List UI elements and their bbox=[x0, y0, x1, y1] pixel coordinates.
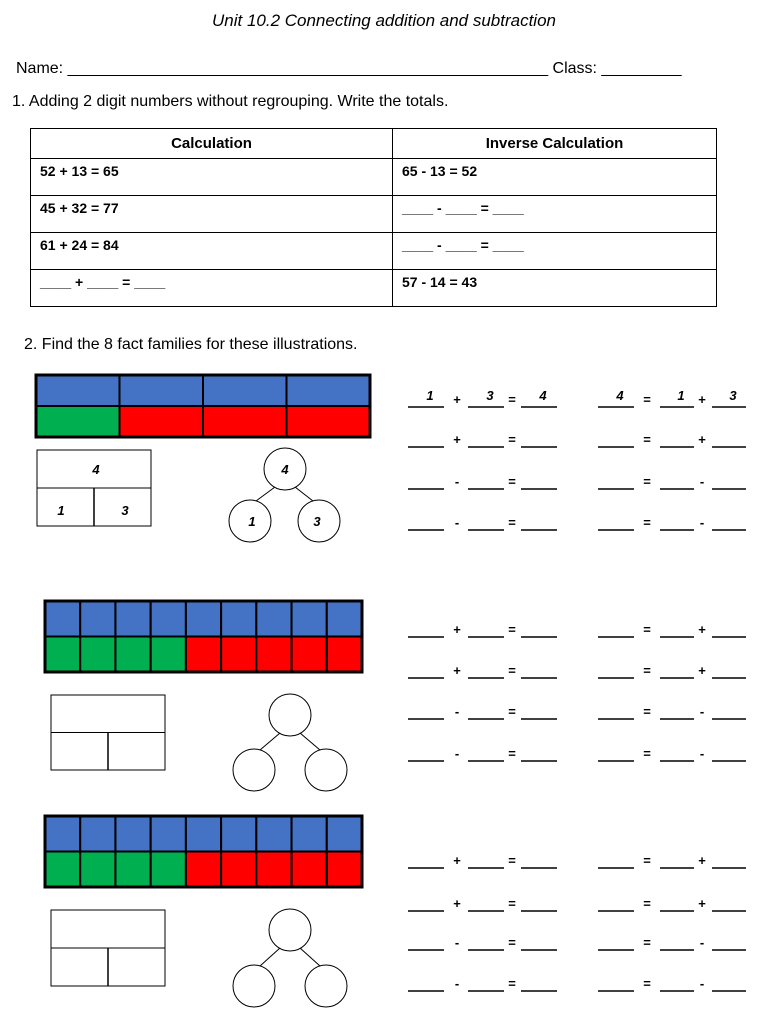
number-bond-part-circle bbox=[233, 965, 275, 1007]
equation-operator: = bbox=[643, 935, 651, 950]
bar-segment-blue bbox=[80, 816, 115, 852]
inverse-cell: 65 - 13 = 52 bbox=[393, 159, 717, 196]
equation-operator: + bbox=[453, 896, 461, 911]
bar-segment-red bbox=[287, 406, 371, 437]
bar-segment-green bbox=[115, 852, 150, 888]
equation-operator: = bbox=[508, 474, 516, 489]
equation-operator: + bbox=[698, 853, 706, 868]
bar-segment-blue bbox=[203, 375, 287, 406]
equation-operator: + bbox=[698, 896, 706, 911]
inverse-cell: 57 - 14 = 43 bbox=[393, 270, 717, 307]
bar-segment-red bbox=[186, 852, 221, 888]
bar-segment-blue bbox=[45, 816, 80, 852]
bar-segment-green bbox=[36, 406, 120, 437]
number-bond-branch bbox=[256, 487, 275, 501]
bar-segment-red bbox=[327, 852, 362, 888]
worksheet-title: Unit 10.2 Connecting addition and subtraction bbox=[211, 11, 556, 30]
bar-segment-blue bbox=[45, 601, 80, 637]
number-bond-part-value: 3 bbox=[313, 514, 321, 529]
equation-operator: + bbox=[453, 392, 461, 407]
bar-segment-blue bbox=[287, 375, 371, 406]
equation-operator: + bbox=[453, 853, 461, 868]
bar-segment-blue bbox=[292, 816, 327, 852]
number-bond-whole-circle bbox=[269, 909, 311, 951]
bar-segment-red bbox=[292, 852, 327, 888]
equation-number: 1 bbox=[677, 388, 685, 403]
equation-operator: = bbox=[508, 896, 516, 911]
equation-operator: + bbox=[698, 392, 706, 407]
fact-family-group-1 bbox=[36, 375, 746, 542]
number-bond-branch bbox=[260, 948, 280, 966]
equation-operator: = bbox=[508, 392, 516, 407]
number-bond-part-value: 1 bbox=[248, 514, 256, 529]
equation-number: 3 bbox=[729, 388, 737, 403]
number-bond-part-circle bbox=[233, 749, 275, 791]
number-bond-part-circle bbox=[305, 965, 347, 1007]
equation-operator: = bbox=[643, 622, 651, 637]
equation-number: 4 bbox=[539, 388, 547, 403]
bar-segment-red bbox=[221, 852, 256, 888]
bar-segment-blue bbox=[221, 601, 256, 637]
bar-segment-blue bbox=[292, 601, 327, 637]
equation-operator: + bbox=[698, 622, 706, 637]
bar-segment-green bbox=[151, 637, 186, 673]
equation-operator: = bbox=[508, 853, 516, 868]
equation-operator: = bbox=[508, 704, 516, 719]
number-bond-branch bbox=[260, 733, 280, 750]
equation-operator: - bbox=[454, 746, 460, 761]
bar-segment-blue bbox=[80, 601, 115, 637]
equation-operator: = bbox=[643, 392, 651, 407]
equation-operator: = bbox=[508, 622, 516, 637]
bar-segment-blue bbox=[120, 375, 204, 406]
equation-operator: = bbox=[643, 474, 651, 489]
equation-operator: + bbox=[453, 432, 461, 447]
bar-segment-red bbox=[327, 637, 362, 673]
bar-segment-green bbox=[80, 637, 115, 673]
equation-operator: = bbox=[508, 663, 516, 678]
number-bond-branch bbox=[295, 487, 313, 501]
bar-segment-green bbox=[80, 852, 115, 888]
equation-operator: + bbox=[453, 663, 461, 678]
equation-number: 4 bbox=[616, 388, 624, 403]
equation-operator: = bbox=[508, 746, 516, 761]
part-whole-part-value: 1 bbox=[57, 503, 65, 518]
equation-operator: = bbox=[643, 663, 651, 678]
number-bond-whole-value: 4 bbox=[281, 462, 289, 477]
bar-segment-blue bbox=[36, 375, 120, 406]
equation-operator: - bbox=[454, 704, 460, 719]
bar-segment-red bbox=[292, 637, 327, 673]
bar-segment-blue bbox=[327, 816, 362, 852]
equation-operator: - bbox=[699, 515, 705, 530]
equation-operator: - bbox=[454, 976, 460, 991]
bar-segment-blue bbox=[256, 816, 291, 852]
equation-number: 1 bbox=[426, 388, 434, 403]
header-inverse-calculation: Inverse Calculation bbox=[393, 129, 717, 159]
number-bond-whole-circle bbox=[269, 694, 311, 736]
bar-segment-blue bbox=[327, 601, 362, 637]
bar-segment-blue bbox=[186, 816, 221, 852]
equation-operator: - bbox=[699, 746, 705, 761]
calculation-cell: 52 + 13 = 65 bbox=[31, 159, 393, 196]
equation-operator: - bbox=[699, 474, 705, 489]
bar-segment-red bbox=[221, 637, 256, 673]
equation-operator: - bbox=[699, 935, 705, 950]
equation-operator: - bbox=[454, 515, 460, 530]
equation-operator: - bbox=[454, 474, 460, 489]
bar-segment-green bbox=[45, 852, 80, 888]
bar-segment-blue bbox=[151, 601, 186, 637]
number-bond-branch bbox=[300, 948, 320, 966]
equation-operator: = bbox=[643, 515, 651, 530]
equation-operator: = bbox=[643, 853, 651, 868]
calculation-cell[interactable]: ____ + ____ = ____ bbox=[31, 270, 393, 307]
fact-family-group-3 bbox=[45, 816, 746, 1007]
equation-operator: - bbox=[454, 935, 460, 950]
bar-segment-red bbox=[120, 406, 204, 437]
bar-segment-blue bbox=[115, 601, 150, 637]
name-class-line[interactable]: Name: ______________________________________________________ Class: _________ bbox=[16, 60, 682, 77]
bar-segment-blue bbox=[221, 816, 256, 852]
bar-segment-green bbox=[151, 852, 186, 888]
question-1-prompt: 1. Adding 2 digit numbers without regrouping. Write the totals. bbox=[12, 93, 449, 110]
bar-segment-green bbox=[45, 637, 80, 673]
bar-segment-blue bbox=[186, 601, 221, 637]
part-whole-part-value: 3 bbox=[121, 503, 129, 518]
question-2-prompt: 2. Find the 8 fact families for these illustrations. bbox=[24, 336, 358, 353]
bar-segment-red bbox=[203, 406, 287, 437]
fact-family-group-2 bbox=[45, 601, 746, 791]
inverse-cell[interactable]: ____ - ____ = ____ bbox=[393, 196, 717, 233]
bar-segment-red bbox=[256, 852, 291, 888]
bar-segment-blue bbox=[256, 601, 291, 637]
equation-operator: - bbox=[699, 976, 705, 991]
equation-operator: - bbox=[699, 704, 705, 719]
bar-segment-red bbox=[186, 637, 221, 673]
calculation-cell: 61 + 24 = 84 bbox=[31, 233, 393, 270]
equation-operator: + bbox=[698, 663, 706, 678]
equation-operator: = bbox=[643, 704, 651, 719]
bar-segment-red bbox=[256, 637, 291, 673]
bar-segment-green bbox=[115, 637, 150, 673]
equation-operator: = bbox=[643, 746, 651, 761]
equation-operator: = bbox=[508, 432, 516, 447]
equation-operator: + bbox=[698, 432, 706, 447]
number-bond-branch bbox=[300, 733, 320, 750]
bar-segment-blue bbox=[151, 816, 186, 852]
equation-operator: = bbox=[643, 976, 651, 991]
equation-operator: = bbox=[508, 515, 516, 530]
part-whole-whole-value: 4 bbox=[92, 462, 100, 477]
equation-operator: = bbox=[508, 976, 516, 991]
equation-operator: = bbox=[643, 432, 651, 447]
equation-number: 3 bbox=[486, 388, 494, 403]
number-bond-part-circle bbox=[305, 749, 347, 791]
equation-operator: = bbox=[508, 935, 516, 950]
inverse-cell[interactable]: ____ - ____ = ____ bbox=[393, 233, 717, 270]
header-calculation: Calculation bbox=[31, 129, 393, 159]
bar-segment-blue bbox=[115, 816, 150, 852]
calculation-cell: 45 + 32 = 77 bbox=[31, 196, 393, 233]
equation-operator: = bbox=[643, 896, 651, 911]
equation-operator: + bbox=[453, 622, 461, 637]
